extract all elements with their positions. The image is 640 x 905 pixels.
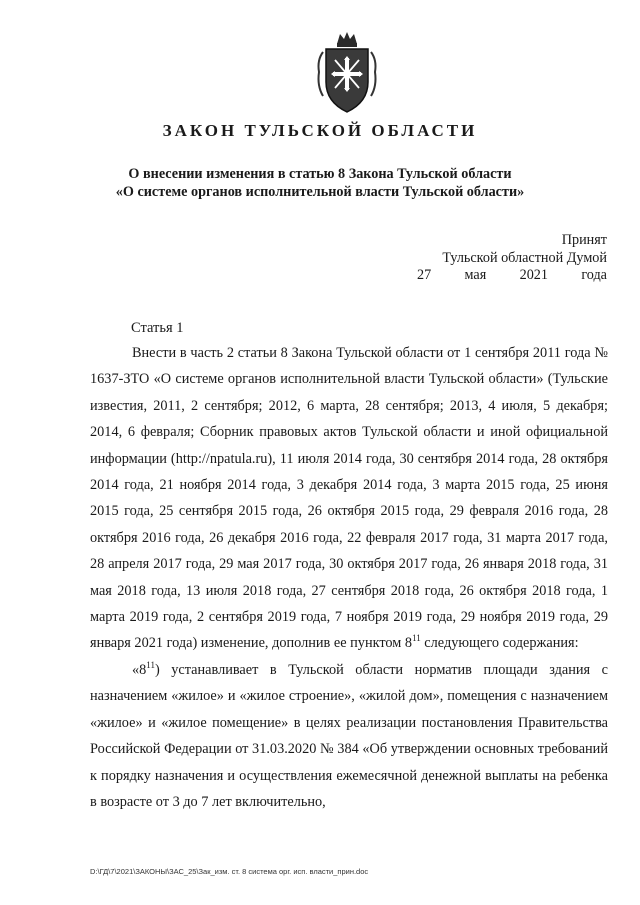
law-subtitle-line1: О внесении изменения в статью 8 Закона Тульской области <box>128 166 512 182</box>
paragraph-2-text: ) устанавливает в Тульской области норматив площади здания с назначением «жилое» и «жилое строение», «жилой дом», помещения с назначением «жилое» и «жилое помещение» в целях реализации постановления Правительства Российской Федерации от 31.03.2020 № 384 «Об утверждении основных требований к порядку назначения и осуществления ежемесячной денежной выплаты на ребенка в возрасте от 3 до 7 лет включительно, <box>90 661 608 810</box>
adoption-year-word: года <box>581 267 607 283</box>
paragraph-1-ending: следующего содержания: <box>420 635 579 652</box>
adoption-date <box>417 267 607 285</box>
adoption-year: 2021 <box>519 267 548 283</box>
article-paragraph-1 <box>90 340 608 657</box>
paragraph-2-open: «8 <box>132 661 147 678</box>
law-title: ЗАКОН ТУЛЬСКОЙ ОБЛАСТИ <box>162 121 478 140</box>
paragraph-2-superscript: 11 <box>146 660 155 671</box>
article-body <box>90 340 608 815</box>
adopted-label: Принят <box>561 232 607 248</box>
adoption-block <box>417 232 607 285</box>
article-heading: Статья 1 <box>131 320 184 336</box>
file-path-footer: D:\ГД\7\2021\ЗАКОНЫ\ЗАС_25\Зак_изм. ст. 8 система орг. исп. власти_прин.doc <box>90 867 369 876</box>
adopted-by: Тульской областной Думой <box>442 249 607 266</box>
article-paragraph-2 <box>90 657 608 815</box>
adoption-month: мая <box>464 267 487 283</box>
paragraph-1-text: Внести в часть 2 статьи 8 Закона Тульской области от 1 сентября 2011 года № 1637-ЗТО «О системе органов исполнительной власти Тульской области» (Тульские известия, 2011, 2 сентября; 2012, 6 марта, 28 сентября; 2013, 4 июля, 5 декабря; 2014, 6 февраля; Сборник правовых актов Тульской области и иной официальной информации (http://npatula.ru), 11 июля 2014 года, 30 сентября 2014 года, 28 октября 2014 года, 21 ноября 2014 года, 3 декабря 2014 года, 3 марта 2015 года, 25 июня 2015 года, 25 сентября 2015 года, 26 октября 2015 года, 29 февраля 2016 года, 28 октября 2016 года, 26 декабря 2016 года, 22 февраля 2017 года, 31 марта 2017 года, 28 апреля 2017 года, 29 мая 2017 года, 30 октября 2017 года, 26 января 2018 года, 31 мая 2018 года, 13 июля 2018 года, 27 сентября 2018 года, 26 октября 2018 года, 1 марта 2019 года, 2 сентября 2019 года, 7 ноября 2019 года, 29 ноября 2019 года, 29 января 2021 года) изменение, дополнив ее пунктом 8 <box>90 345 608 652</box>
law-subtitle-line2: «О системе органов исполнительной власти Тульской области» <box>115 184 525 200</box>
tula-coat-of-arms <box>313 30 381 116</box>
paragraph-1-superscript: 11 <box>412 633 421 644</box>
adoption-day: 27 <box>417 267 432 283</box>
